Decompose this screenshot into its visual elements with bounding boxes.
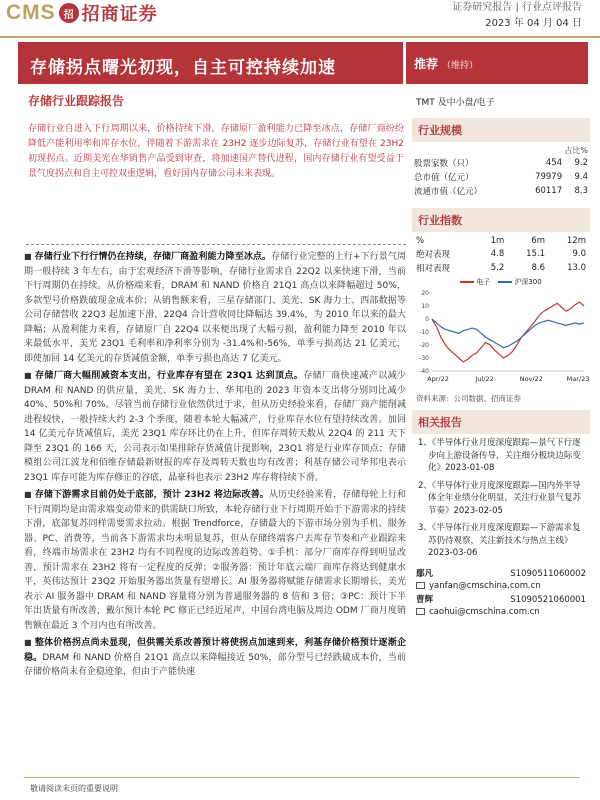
mail-icon	[416, 608, 425, 615]
index-header: 6m	[531, 236, 545, 246]
analyst-block	[412, 568, 590, 618]
paragraph	[24, 369, 406, 485]
analyst-license: S1090511060002	[510, 568, 586, 579]
scale-table	[412, 156, 590, 198]
brand-name: 招商证券	[81, 4, 158, 25]
analyst-email-row	[416, 606, 586, 618]
index-line-chart	[412, 287, 590, 387]
scale-pct-header: 占比%	[564, 146, 588, 155]
related-section-title: 相关报告	[412, 410, 590, 434]
paragraph-lead: 整体价格拐点尚未显现，但供需关系改善预计将使拐点加速到来，利基存储价格预计逐渐企稳。	[24, 638, 406, 663]
legend-series-2: 沪深300	[498, 277, 541, 287]
paragraph-lead: 存储下游需求目前仍处于底部，预计 23H2 将边际改善。	[34, 490, 269, 500]
y-tick-label: -10	[419, 329, 429, 336]
chart-source: 资料来源：公司数据、招商证券	[416, 394, 521, 403]
report-title: 存储拐点曙光初现，自主可控持续加速	[18, 42, 403, 84]
analyst-license: S1090521060001	[510, 594, 586, 605]
table-header-row	[412, 235, 590, 247]
scale-section-title: 行业规模	[412, 118, 590, 142]
table-row	[412, 261, 590, 275]
footer-note: 敬请阅读末页的重要说明	[30, 784, 118, 793]
paragraph	[24, 250, 406, 366]
index-value: 8.6	[531, 263, 545, 273]
scale-pct: 8.3	[574, 186, 588, 196]
scale-label: 总市值（亿元）	[414, 173, 474, 183]
index-label: 绝对表现	[416, 250, 451, 260]
scale-pct: 9.2	[574, 158, 588, 168]
related-list	[412, 437, 590, 560]
y-tick-label: -30	[419, 355, 429, 362]
bullet-icon: ■	[24, 252, 32, 261]
index-value: 15.1	[526, 249, 545, 259]
legend-series-1: 电子	[460, 277, 490, 287]
index-header: 1m	[490, 236, 505, 246]
scale-label: 股票家数（只）	[414, 159, 474, 169]
paragraph-text: 从历史经验来看，存储每轮上行和下行周期均是由需求端变动带来的供需缺口所致，本轮存储行业下行周期开始于下游需求的持续下滑，底部复苏同样需要需求拉动。根据 Trendforce，存储最大的下游市场分别为手机、服务器、PC、消费等，当前各下游需求均未明显复苏，但从存储终端客户去库存节奏和产业跟踪来看，终端市场需求在 23H2 均有不同程度的边际改善趋势。①手机：部分厂商库存得到明显改善，预计需求在 23H2 将有一定程度的反弹；②服务器：预计年底云端厂商库存将达到健康水平，英伟达预计 23Q2 开始服务器出货量有望增长。AI 服务器将赋能存储需求长期增长，美光表示 AI 服务器中 DRAM 和 NAND 容量将分别为普通服务器的 8 倍和 3 倍；③PC：预计下半年出货量有所改善，戴尔预计本轮 PC 修正已经近尾声，中国台湾电脑及周边 ODM 厂商月度销售额在最近 3 个月内也有所改善。	[24, 490, 406, 631]
x-tick-label: Apr/22	[427, 375, 449, 383]
footer-divider	[24, 777, 580, 778]
analyst-email-row	[416, 580, 586, 592]
report-body	[24, 250, 406, 683]
paragraph-lead: 存储厂商大幅削减资本支出，行业库存有望在 23Q1 达到顶点。	[34, 371, 304, 381]
index-label: 相对表现	[416, 264, 451, 274]
analyst-row	[416, 594, 586, 606]
table-row	[412, 156, 590, 170]
table-row	[412, 247, 590, 261]
paragraph	[24, 636, 406, 680]
y-tick-label: 0	[425, 316, 429, 323]
table-row	[412, 184, 590, 198]
related-item[interactable]: 3、《半导体行业月度深度跟踪—下游需求复苏仍待观察，关注新技术与热点主线》2023-03-06	[418, 523, 581, 558]
brand-logo	[6, 0, 158, 26]
sidebar	[412, 90, 590, 620]
paragraph-text: DRAM 和 NAND 价格自 21Q1 高点以来降幅接近 50%，部分型号已经跌破成本价，当前存储价格尚未有企稳迹象，但由于产能快速	[24, 652, 406, 677]
analyst-name: 鄢凡	[416, 568, 434, 579]
analyst-email[interactable]: caohui@cmschina.com.cn	[429, 606, 540, 617]
analyst-email[interactable]: yanfan@cmschina.com.cn	[429, 580, 541, 591]
x-tick-label: Mar/23	[566, 375, 590, 383]
paragraph-text: 存储厂商快速减产以减少 DRAM 和 NAND 的供应量，美光、SK 海力士、华邦电的 2023 年资本支出将分别同比减少 40%、50%和 70%。尽管当前存储行业依然供过于求，但从历史经验来看，存储厂商产能削减进程较快，一般持续大约 2-3 个季度，随着本轮大幅减产，行业库存水位有望持续改善。加回 14 亿美元存货减值后，美光 23Q1 库存环比仍在上升，但库存周转天数从 22Q4 的 211 天下降至 23Q1 的 166 天，公司表示如果排除存货减值计提影响，23Q1 将是行业库存顶点；存储模组公司江波龙和佰维存储最新财报的库存及周转天数也均有改善；利基存储公司华邦电表示 23Q1 库存可能为库存修正的谷底，晶豪科也表示 23H2 库存将持续下滑。	[24, 371, 406, 483]
rating-bar	[406, 42, 588, 84]
mail-icon	[416, 582, 425, 589]
report-subtitle: 存储行业跟踪报告	[28, 94, 125, 108]
related-item[interactable]: 2、《半导体行业月度深度跟踪—国内外半导体全年业绩分化明显，关注行业景气复苏节奏》2023-02-05	[418, 480, 582, 516]
x-tick-label: Jul/22	[475, 375, 494, 383]
index-chart	[412, 277, 590, 391]
paragraph-lead: 存储行业下行行情仍在持续，存储厂商盈利能力降至冰点。	[34, 252, 272, 262]
paragraph	[24, 488, 406, 633]
chart-legend	[412, 277, 590, 287]
scale-value: 79979	[535, 172, 563, 182]
bullet-icon: ■	[24, 490, 32, 499]
scale-value: 454	[545, 158, 563, 168]
header-divider	[0, 36, 600, 38]
index-value: 9.0	[572, 249, 586, 259]
rating-label: 推荐	[414, 57, 439, 71]
bullet-icon: ■	[24, 638, 32, 647]
industry-label: TMT 及中小盘/电子	[416, 98, 495, 108]
logo-cms-text: CMS	[6, 1, 56, 24]
bullet-icon: ■	[24, 371, 32, 380]
related-item[interactable]: 1、《半导体行业月度深度跟踪—景气下行逐步向上游设备传导，关注细分板块边际变化》2023-01-08	[418, 438, 582, 473]
index-header: %	[416, 236, 425, 246]
scale-value: 60117	[535, 186, 563, 196]
index-value: 4.8	[490, 249, 505, 259]
scale-label: 流通市值（亿元）	[414, 187, 483, 197]
x-tick-label: Nov/22	[519, 375, 543, 383]
index-header: 12m	[566, 236, 586, 246]
report-type: 证券研究报告 | 行业点评报告	[452, 2, 582, 13]
index-table	[412, 235, 590, 275]
index-value: 5.2	[490, 263, 505, 273]
summary-text: 存储行业自进入下行周期以来，价格持续下滑，存储原厂盈利能力已降至冰点，存储厂商纷纷降低产能利用率和库存水位，伴随着下游需求在 23H2 逐步边际复苏，存储行业有望在 23H2 初现拐点。近期美光在华销售产品受到审查，将加速国产替代进程，国内存储行业有望受益于景气度拐点和自主可控双重逻辑，看好国内存储公司未来表现。	[28, 124, 404, 179]
summary-divider	[26, 244, 406, 245]
index-value: 13.0	[567, 263, 586, 273]
paragraph-text: 存储行业完整的上行+下行景气周期一般持续 3 年左右，由于宏观经济下滑等影响，存储行业需求自 22Q2 以来快速下滑，当前下行周期仍在持续。从价格端来看，DRAM 和 NAND 价格自 21Q1 高点以来降幅超过 50%，多款型号价格跌破现金成本价；从销售额来看，三星存储部门、美光、SK 海力士、西部数据等公司存储营收 22Q3 起加速下滑，22Q4 合计营收同比降幅达 39.4%，为 2010 年以来的最大降幅；从盈利能力来看，存储原厂自 22Q4 以来便出现了大幅亏损，盈利能力降至 2010 年以来最低水平，美光 23Q1 毛利率和净利率分别为 -31.4%和-56%，单季亏损高达 21 亿美元，即使加回 14 亿美元的存货减值金额，单季亏损也高达 7 亿美元。	[24, 252, 406, 364]
analyst-name: 曹辉	[416, 594, 434, 605]
y-tick-label: 20	[421, 290, 429, 297]
rating-sub: （维持）	[442, 61, 479, 71]
y-tick-label: -20	[419, 342, 429, 349]
report-date: 2023 年 04 月 04 日	[485, 18, 582, 29]
logo-badge-icon: 招	[59, 3, 79, 23]
y-tick-label: 10	[421, 303, 429, 310]
scale-pct: 9.4	[574, 172, 588, 182]
index-section-title: 行业指数	[412, 208, 590, 232]
analyst-row	[416, 568, 586, 580]
series-line-2	[432, 319, 584, 348]
header-meta	[452, 0, 582, 32]
y-tick-label: -40	[419, 368, 429, 375]
table-row	[412, 170, 590, 184]
